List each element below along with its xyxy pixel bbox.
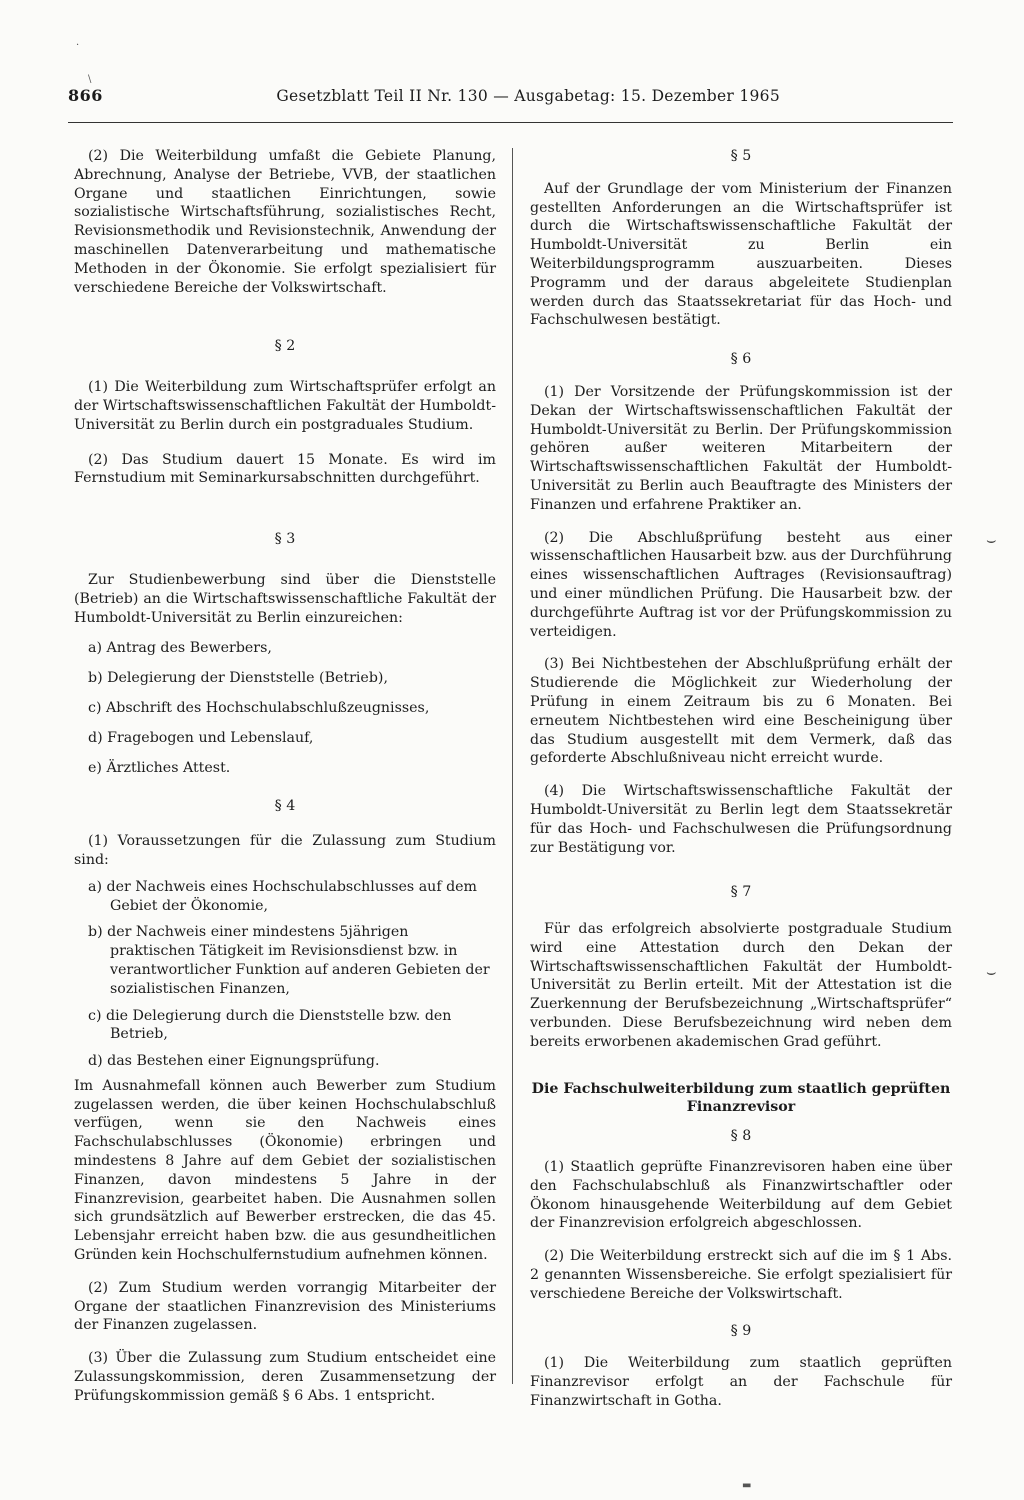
list-item: a) der Nachweis eines Hochschulabschlusses auf dem Gebiet der Ökonomie, xyxy=(88,878,478,914)
list-item: a) Antrag des Bewerbers, xyxy=(88,640,272,657)
section-9-paragraph-1: (1) Die Weiterbildung zum staatlich geprüften Finanzrevisor erfolgt an der Fachschule für Finanzwirtschaft in Gotha. xyxy=(530,1355,952,1410)
section-2-heading: § 2 xyxy=(274,338,296,355)
column-divider xyxy=(512,148,513,1384)
header-rule xyxy=(68,122,953,123)
section-7-paragraph: Für das erfolgreich absolvierte postgraduale Studium wird eine Attestation durch den Dekan der Wirtschaftswissenschaftlichen Fakultät der Humboldt-Universität zu Berlin erteilt. Mit der Attestation ist die Zuerkennung der Berufsbezeichnung „Wirtschaftsprüfer“ verbunden. Diese Berufsbezeichnung wird neben dem bereits erworbenen akademischen Grad geführt. xyxy=(530,921,952,1050)
section-6-paragraph-1: (1) Der Vorsitzende der Prüfungskommission ist der Dekan der Wirtschaftswissenschaftlichen Fakultät der Humboldt-Universität zu Berlin. Der Prüfungskommission gehören außer weiteren Mitarbeitern der Wirtschaftswissenschaftlichen Fakultät der Humboldt-Universität zu Berlin auch Beauftragte des Ministers der Finanzen und erfahrene Praktiker an. xyxy=(530,383,952,513)
section-8-paragraph-1: (1) Staatlich geprüfte Finanzrevisoren haben eine über den Fachschulabschluß als Finanzwirtschaftler oder Ökonom hinausgehende Weiterbildung auf dem Gebiet der Finanzrevision erfolgreich abgeschlossen. xyxy=(530,1159,952,1232)
section-6-paragraph-3: (3) Bei Nichtbestehen der Abschlußprüfung erhält der Studierende die Möglichkeit zur Wiederholung der Prüfung in einem Zeitraum bis zu 6 Monaten. Bei erneutem Nichtbestehen wird eine Bescheinigung über das Studium ausgestellt mit dem Vermerk, daß das geforderte Abschlußniveau nicht erreicht wurde. xyxy=(530,656,952,767)
page-number: 866 xyxy=(68,86,103,105)
section-4-paragraph-3: (3) Über die Zulassung zum Studium entscheidet eine Zulassungskommission, deren Zusammensetzung der Prüfungskommission gemäß § 6 Abs. 1 entspricht. xyxy=(74,1350,496,1404)
part-heading: Die Fachschulweiterbildung zum staatlich geprüften Finanzrevisor xyxy=(531,1080,951,1116)
list-item: b) der Nachweis einer mindestens 5jährigen praktischen Tätigkeit im Revisionsdienst bzw. in verantwortlicher Funktion auf anderen Gebieten der sozialistischen Finanzen, xyxy=(88,924,490,997)
margin-mark: ⌣ xyxy=(986,962,997,981)
running-header xyxy=(68,86,780,105)
list-item: d) das Bestehen einer Eignungsprüfung. xyxy=(88,1053,380,1070)
left-column xyxy=(74,147,496,1406)
scan-speck: ▬ xyxy=(742,1480,752,1491)
section-8-paragraph-2: (2) Die Weiterbildung erstreckt sich auf die im § 1 Abs. 2 genannten Wissensbereiche. Sie erfolgt spezialisiert für verschiedene Bereiche der Volkswirtschaft. xyxy=(530,1248,952,1302)
section-3-intro: Zur Studienbewerbung sind über die Dienststelle (Betrieb) an die Wirtschaftswissenschaftliche Fakultät der Humboldt-Universität zu Berlin einzureichen: xyxy=(74,571,496,626)
scan-speck: · xyxy=(76,40,80,51)
list-item: b) Delegierung der Dienststelle (Betrieb), xyxy=(88,670,388,687)
section-1-paragraph-2: (2) Die Weiterbildung umfaßt die Gebiete Planung, Abrechnung, Analyse der Betriebe, VVB, der staatlichen Organe und staatlichen Einrichtungen, sowie sozialistische Wirtschaftsführung, sozialistisches Recht, Revisionsmethodik und Revisionstechnik, Anwendung der maschinellen Datenverarbeitung und mathematische Methoden in der Ökonomie. Sie erfolgt spezialisiert für verschiedene Bereiche der Volkswirtschaft. xyxy=(74,148,496,296)
section-4-heading: § 4 xyxy=(274,798,296,815)
section-9-heading: § 9 xyxy=(730,1322,752,1339)
section-8-heading: § 8 xyxy=(730,1128,752,1145)
section-4-exception: Im Ausnahmefall können auch Bewerber zum Studium zugelassen werden, die über keinen Hochschulabschluß verfügen, wenn sie den Nachweis eines Fachschulabschlusses (Ökonomie) erbringen und mindestens 8 Jahre auf dem Gebiet der sozialistischen Finanzen, davon mindestens 5 Jahre in der Finanzrevision, gearbeitet haben. Die Ausnahmen sollen sich grundsätzlich auf Bewerber erstrecken, die das 45. Lebensjahr erreicht haben bzw. die aus gesundheitlichen Gründen kein Hochschulfernstudium aufnehmen können. xyxy=(74,1077,496,1264)
section-6-paragraph-4: (4) Die Wirtschaftswissenschaftliche Fakultät der Humboldt-Universität zu Berlin legt dem Staatssekretär für das Hoch- und Fachschulwesen die Prüfungsordnung zur Bestätigung vor. xyxy=(530,783,952,856)
right-column xyxy=(530,147,952,1411)
section-4-paragraph-2: (2) Zum Studium werden vorrangig Mitarbeiter der Organe der staatlichen Finanzrevision des Ministeriums der Finanzen zugelassen. xyxy=(74,1279,496,1334)
section-4-paragraph-1: (1) Voraussetzungen für die Zulassung zum Studium sind: xyxy=(74,833,496,868)
section-3-heading: § 3 xyxy=(274,531,296,548)
section-2-paragraph-1: (1) Die Weiterbildung zum Wirtschaftsprüfer erfolgt an der Wirtschaftswissenschaftlichen Fakultät der Humboldt-Universität zu Berlin durch ein postgraduales Studium. xyxy=(74,379,496,433)
list-item: e) Ärztliches Attest. xyxy=(88,759,231,776)
section-5-paragraph: Auf der Grundlage der vom Ministerium der Finanzen gestellten Anforderungen an die Wirtschaftsprüfer ist durch die Wirtschaftswissenschaftliche Fakultät der Humboldt-Universität zu Berlin ein Weiterbildungsprogramm auszuarbeiten. Dieses Programm und der daraus abgeleitete Studienplan werden durch das Staatssekretariat für das Hoch- und Fachschulwesen bestätigt. xyxy=(530,180,952,329)
list-item: d) Fragebogen und Lebenslauf, xyxy=(88,729,314,746)
running-title: Gesetzblatt Teil II Nr. 130 — Ausgabetag: 15. Dezember 1965 xyxy=(276,87,780,105)
section-2-paragraph-2: (2) Das Studium dauert 15 Monate. Es wird im Fernstudium mit Seminarkursabschnitten durchgeführt. xyxy=(74,451,496,487)
section-6-paragraph-2: (2) Die Abschlußprüfung besteht aus einer wissenschaftlichen Hausarbeit bzw. aus der Durchführung eines wissenschaftlichen Auftrages (Revisionsauftrag) und einer mündlichen Prüfung. Die Hausarbeit bzw. der durchgeführte Auftrag ist vor der Prüfungskommission zu verteidigen. xyxy=(530,529,952,640)
scan-speck: \ xyxy=(88,74,92,85)
list-item: c) Abschrift des Hochschulabschlußzeugnisses, xyxy=(88,699,430,716)
section-5-heading: § 5 xyxy=(730,148,752,164)
section-7-heading: § 7 xyxy=(730,884,752,901)
section-6-heading: § 6 xyxy=(730,351,752,368)
margin-mark: ⌣ xyxy=(986,530,997,549)
list-item: c) die Delegierung durch die Dienststelle bzw. den Betrieb, xyxy=(88,1007,452,1043)
